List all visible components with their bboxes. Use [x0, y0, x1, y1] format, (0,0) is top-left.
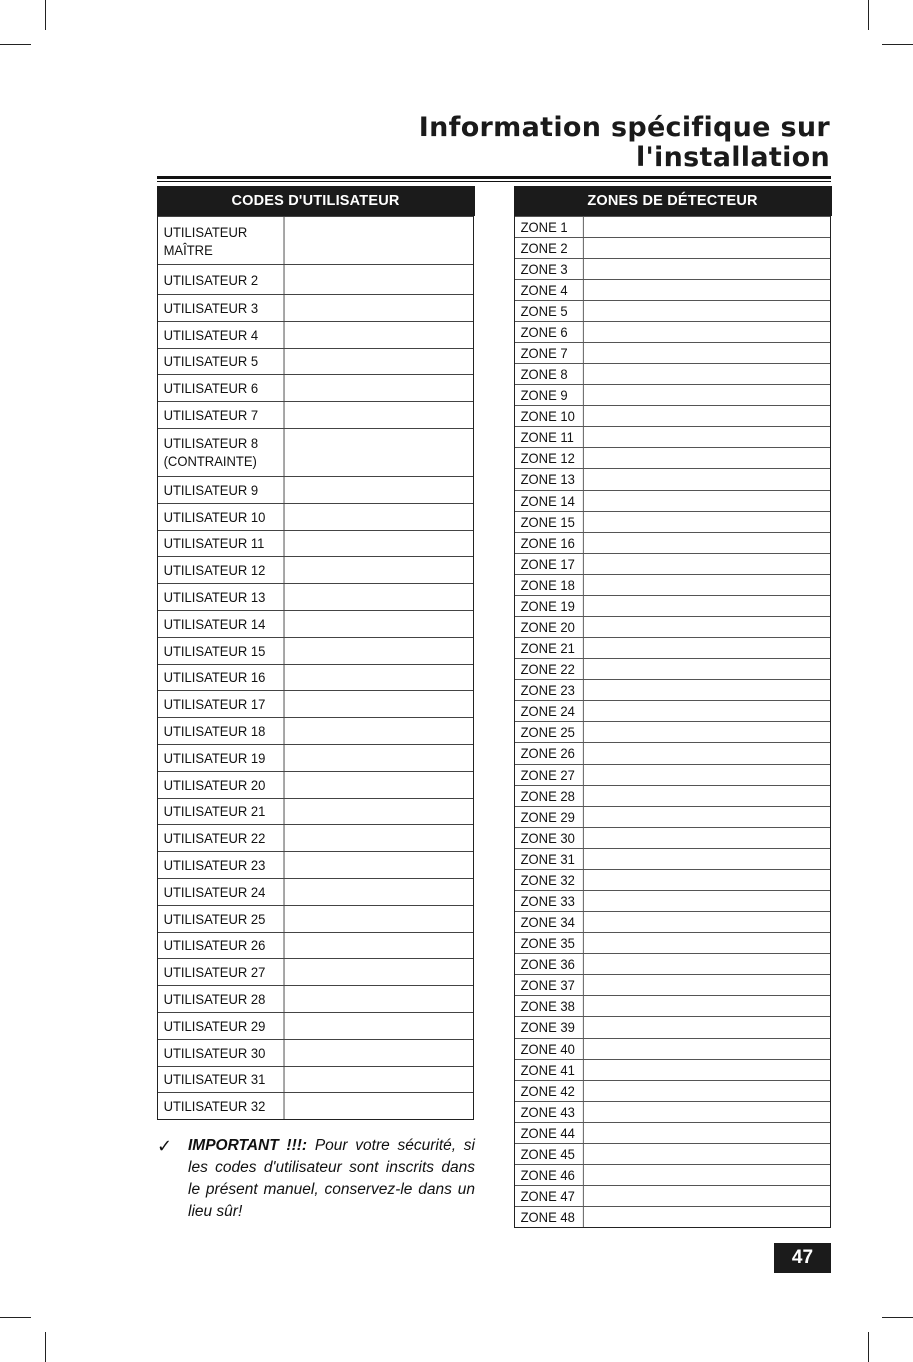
user-code-field[interactable] — [294, 799, 473, 825]
crop-mark — [0, 1317, 31, 1318]
user-code-row — [158, 744, 473, 771]
user-code-row — [158, 905, 473, 932]
page-title-line1: Information spécifique sur — [418, 112, 830, 143]
crop-mark — [882, 1317, 913, 1318]
zone-row — [515, 869, 830, 890]
user-code-field[interactable] — [294, 504, 473, 530]
zone-field[interactable] — [589, 491, 830, 511]
zone-label: ZONE 17 — [515, 554, 584, 574]
zone-label: ZONE 14 — [515, 491, 584, 511]
zone-row — [515, 721, 830, 742]
user-code-label: UTILISATEUR 19 — [158, 745, 284, 771]
user-code-field[interactable] — [294, 906, 473, 932]
zone-field[interactable] — [589, 217, 830, 237]
user-code-field[interactable] — [294, 295, 473, 321]
user-code-label: UTILISATEUR 4 — [158, 322, 284, 348]
zone-label: ZONE 22 — [515, 659, 584, 679]
user-code-row — [158, 637, 473, 664]
zone-row — [515, 1059, 830, 1080]
zone-field[interactable] — [589, 912, 830, 932]
zone-field[interactable] — [589, 659, 830, 679]
zone-field[interactable] — [589, 786, 830, 806]
user-code-field[interactable] — [294, 825, 473, 851]
page-title-line2: l'installation — [635, 142, 830, 173]
user-code-field[interactable] — [294, 933, 473, 959]
user-code-label: UTILISATEUR 16 — [158, 665, 284, 691]
zone-row — [515, 511, 830, 532]
zone-row — [515, 742, 830, 763]
zone-row — [515, 279, 830, 300]
user-code-field[interactable] — [294, 217, 473, 264]
zone-field[interactable] — [589, 512, 830, 532]
user-code-label: UTILISATEUR 3 — [158, 295, 284, 321]
user-code-row — [158, 824, 473, 851]
user-code-label: UTILISATEUR 13 — [158, 584, 284, 610]
user-code-row — [158, 1066, 473, 1093]
user-code-row — [158, 401, 473, 428]
zone-field[interactable] — [589, 469, 830, 489]
user-code-label: UTILISATEUR 5 — [158, 349, 284, 375]
zone-row — [515, 490, 830, 511]
zone-row — [515, 995, 830, 1016]
zone-row — [515, 932, 830, 953]
zone-field[interactable] — [589, 617, 830, 637]
zone-row — [515, 468, 830, 489]
zone-row — [515, 258, 830, 279]
crop-mark — [0, 44, 31, 45]
user-code-label: UTILISATEUR 31 — [158, 1067, 284, 1093]
user-code-row — [158, 771, 473, 798]
zone-field[interactable] — [589, 638, 830, 658]
zone-field[interactable] — [589, 807, 830, 827]
zone-field[interactable] — [589, 1081, 830, 1101]
zone-field[interactable] — [589, 301, 830, 321]
user-code-label: UTILISATEUR 6 — [158, 375, 284, 401]
zone-field[interactable] — [589, 701, 830, 721]
user-code-field[interactable] — [294, 1093, 473, 1119]
zone-field[interactable] — [589, 427, 830, 447]
zone-row — [515, 616, 830, 637]
crop-mark — [882, 44, 913, 45]
crop-mark — [45, 1332, 46, 1362]
zone-label: ZONE 28 — [515, 786, 584, 806]
zone-row — [515, 595, 830, 616]
zone-row — [515, 1101, 830, 1122]
user-code-label: UTILISATEUR 30 — [158, 1040, 284, 1066]
zone-label: ZONE 40 — [515, 1039, 584, 1059]
title-rule — [157, 176, 831, 179]
zone-label: ZONE 24 — [515, 701, 584, 721]
zone-row — [515, 1143, 830, 1164]
user-code-row — [158, 530, 473, 557]
user-code-field[interactable] — [294, 429, 473, 476]
zone-field[interactable] — [589, 364, 830, 384]
zone-row — [515, 785, 830, 806]
user-code-field[interactable] — [294, 265, 473, 294]
zone-row — [515, 679, 830, 700]
zone-label: ZONE 8 — [515, 364, 584, 384]
user-code-field[interactable] — [294, 375, 473, 401]
zone-row — [515, 363, 830, 384]
user-code-field[interactable] — [294, 638, 473, 664]
zone-field[interactable] — [589, 765, 830, 785]
user-code-label: UTILISATEUR 17 — [158, 691, 284, 717]
zone-field[interactable] — [589, 1017, 830, 1037]
zone-field[interactable] — [589, 933, 830, 953]
user-code-label: UTILISATEUR 27 — [158, 959, 284, 985]
zone-row — [515, 384, 830, 405]
user-code-field[interactable] — [294, 986, 473, 1012]
zone-row — [515, 637, 830, 658]
user-code-field[interactable] — [294, 557, 473, 583]
zone-label: ZONE 29 — [515, 807, 584, 827]
zone-label: ZONE 37 — [515, 975, 584, 995]
important-note — [157, 1135, 475, 1223]
zone-field[interactable] — [589, 322, 830, 342]
crop-mark — [45, 0, 46, 30]
zone-label: ZONE 4 — [515, 280, 584, 300]
zone-label: ZONE 5 — [515, 301, 584, 321]
zone-label: ZONE 19 — [515, 596, 584, 616]
zone-row — [515, 553, 830, 574]
zone-label: ZONE 34 — [515, 912, 584, 932]
important-note-body: Pour votre sécurité, si les codes d'utilisateur sont inscrits dans le présent manuel, conservez-le dans un lieu sûr! — [188, 1137, 476, 1220]
zone-row — [515, 1122, 830, 1143]
zone-field[interactable] — [589, 722, 830, 742]
zone-label: ZONE 27 — [515, 765, 584, 785]
user-code-label: UTILISATEUR 18 — [158, 718, 284, 744]
zone-row — [515, 426, 830, 447]
user-code-row — [158, 556, 473, 583]
zone-row — [515, 1164, 830, 1185]
zone-field[interactable] — [589, 1144, 830, 1164]
user-code-label: UTILISATEUR 9 — [158, 477, 284, 503]
zone-label: ZONE 39 — [515, 1017, 584, 1037]
zone-field[interactable] — [589, 743, 830, 763]
user-code-row — [158, 664, 473, 691]
zone-row — [515, 911, 830, 932]
zone-field[interactable] — [589, 1165, 830, 1185]
zone-row — [515, 1206, 830, 1227]
user-code-field[interactable] — [294, 1013, 473, 1039]
user-code-field[interactable] — [294, 611, 473, 637]
user-code-label: UTILISATEUR 15 — [158, 638, 284, 664]
user-codes-header: CODES D'UTILISATEUR — [157, 186, 475, 216]
checkmark-icon: ✓ — [157, 1136, 173, 1156]
zone-field[interactable] — [589, 596, 830, 616]
zone-label: ZONE 10 — [515, 406, 584, 426]
user-code-field[interactable] — [294, 477, 473, 503]
zone-row — [515, 1016, 830, 1037]
zone-row — [515, 658, 830, 679]
user-code-row — [158, 264, 473, 294]
zone-label: ZONE 35 — [515, 933, 584, 953]
zone-field[interactable] — [589, 259, 830, 279]
user-code-row — [158, 374, 473, 401]
zone-row — [515, 700, 830, 721]
zone-field[interactable] — [589, 1060, 830, 1080]
user-code-field[interactable] — [294, 665, 473, 691]
user-code-row — [158, 1012, 473, 1039]
user-code-row — [158, 321, 473, 348]
user-code-row — [158, 294, 473, 321]
user-code-label: UTILISATEUR 32 — [158, 1093, 284, 1119]
zone-row — [515, 532, 830, 553]
zone-field[interactable] — [589, 533, 830, 553]
zone-row — [515, 953, 830, 974]
user-code-label: UTILISATEUR 23 — [158, 852, 284, 878]
zone-row — [515, 237, 830, 258]
zone-field[interactable] — [589, 1102, 830, 1122]
user-code-label: UTILISATEUR 24 — [158, 879, 284, 905]
user-code-field[interactable] — [294, 402, 473, 428]
zone-label: ZONE 43 — [515, 1102, 584, 1122]
zone-label: ZONE 25 — [515, 722, 584, 742]
zone-field[interactable] — [589, 849, 830, 869]
zone-row — [515, 1038, 830, 1059]
zones-table — [514, 186, 831, 1228]
user-code-row — [158, 932, 473, 959]
user-code-field[interactable] — [294, 745, 473, 771]
zone-field[interactable] — [589, 280, 830, 300]
zone-field[interactable] — [589, 975, 830, 995]
zone-field[interactable] — [589, 1039, 830, 1059]
zone-field[interactable] — [589, 554, 830, 574]
zone-row — [515, 216, 830, 237]
zone-row — [515, 827, 830, 848]
zone-row — [515, 806, 830, 827]
zone-label: ZONE 16 — [515, 533, 584, 553]
important-note-lead: IMPORTANT !!!: — [188, 1137, 308, 1154]
zone-row — [515, 890, 830, 911]
zone-label: ZONE 11 — [515, 427, 584, 447]
zone-row — [515, 321, 830, 342]
zone-field[interactable] — [589, 238, 830, 258]
zone-label: ZONE 45 — [515, 1144, 584, 1164]
user-code-field[interactable] — [294, 1040, 473, 1066]
zone-label: ZONE 12 — [515, 448, 584, 468]
user-code-field[interactable] — [294, 718, 473, 744]
zone-field[interactable] — [589, 1123, 830, 1143]
crop-mark — [868, 0, 869, 30]
zone-row — [515, 848, 830, 869]
zone-label: ZONE 47 — [515, 1186, 584, 1206]
zone-field[interactable] — [589, 891, 830, 911]
user-code-field[interactable] — [294, 772, 473, 798]
user-code-label: UTILISATEUR MAÎTRE — [158, 217, 284, 264]
user-code-row — [158, 851, 473, 878]
zone-row — [515, 974, 830, 995]
zone-row — [515, 447, 830, 468]
zone-label: ZONE 46 — [515, 1165, 584, 1185]
user-code-row — [158, 1039, 473, 1066]
user-code-row — [158, 428, 473, 476]
zone-row — [515, 405, 830, 426]
zone-row — [515, 300, 830, 321]
zone-label: ZONE 23 — [515, 680, 584, 700]
zone-label: ZONE 7 — [515, 343, 584, 363]
user-code-field[interactable] — [294, 349, 473, 375]
zone-label: ZONE 42 — [515, 1081, 584, 1101]
zone-label: ZONE 15 — [515, 512, 584, 532]
zone-field[interactable] — [589, 1186, 830, 1206]
zone-label: ZONE 36 — [515, 954, 584, 974]
zone-label: ZONE 48 — [515, 1207, 584, 1227]
title-rule-thin — [157, 181, 831, 182]
user-code-row — [158, 583, 473, 610]
zone-label: ZONE 26 — [515, 743, 584, 763]
user-code-row — [158, 503, 473, 530]
zone-row — [515, 574, 830, 595]
zone-label: ZONE 2 — [515, 238, 584, 258]
user-code-field[interactable] — [294, 852, 473, 878]
user-code-label: UTILISATEUR 21 — [158, 799, 284, 825]
user-code-field[interactable] — [294, 531, 473, 557]
zone-field[interactable] — [589, 385, 830, 405]
zone-row — [515, 342, 830, 363]
page-number: 47 — [774, 1243, 831, 1273]
user-code-row — [158, 1092, 473, 1119]
user-code-label: UTILISATEUR 20 — [158, 772, 284, 798]
user-code-field[interactable] — [294, 879, 473, 905]
zone-field[interactable] — [589, 828, 830, 848]
user-code-label: UTILISATEUR 28 — [158, 986, 284, 1012]
zone-field[interactable] — [589, 343, 830, 363]
zone-label: ZONE 30 — [515, 828, 584, 848]
zone-field[interactable] — [589, 448, 830, 468]
zone-label: ZONE 21 — [515, 638, 584, 658]
zone-label: ZONE 41 — [515, 1060, 584, 1080]
zone-label: ZONE 20 — [515, 617, 584, 637]
user-code-label: UTILISATEUR 2 — [158, 265, 284, 294]
user-code-row — [158, 878, 473, 905]
user-code-field[interactable] — [294, 691, 473, 717]
zone-label: ZONE 18 — [515, 575, 584, 595]
page-title — [270, 113, 830, 173]
user-code-label: UTILISATEUR 10 — [158, 504, 284, 530]
zone-label: ZONE 9 — [515, 385, 584, 405]
zone-label: ZONE 6 — [515, 322, 584, 342]
crop-mark — [868, 1332, 869, 1362]
user-code-row — [158, 985, 473, 1012]
user-code-row — [158, 348, 473, 375]
user-code-row — [158, 476, 473, 503]
zone-label: ZONE 1 — [515, 217, 584, 237]
user-code-row — [158, 717, 473, 744]
zone-field[interactable] — [589, 954, 830, 974]
zone-label: ZONE 33 — [515, 891, 584, 911]
user-codes-table — [157, 186, 474, 1120]
user-code-label: UTILISATEUR 25 — [158, 906, 284, 932]
user-code-label: UTILISATEUR 12 — [158, 557, 284, 583]
zone-field[interactable] — [589, 575, 830, 595]
zone-field[interactable] — [589, 1207, 830, 1227]
zone-row — [515, 1080, 830, 1101]
zone-label: ZONE 3 — [515, 259, 584, 279]
zone-field[interactable] — [589, 406, 830, 426]
user-code-row — [158, 610, 473, 637]
user-code-row — [158, 798, 473, 825]
zone-field[interactable] — [589, 870, 830, 890]
zone-row — [515, 764, 830, 785]
zone-field[interactable] — [589, 996, 830, 1016]
zone-label: ZONE 38 — [515, 996, 584, 1016]
user-code-field[interactable] — [294, 959, 473, 985]
user-code-field[interactable] — [294, 1067, 473, 1093]
user-code-field[interactable] — [294, 322, 473, 348]
user-code-row — [158, 958, 473, 985]
zone-label: ZONE 13 — [515, 469, 584, 489]
user-code-label: UTILISATEUR 14 — [158, 611, 284, 637]
zone-row — [515, 1185, 830, 1206]
user-code-label: UTILISATEUR 29 — [158, 1013, 284, 1039]
user-code-label: UTILISATEUR 22 — [158, 825, 284, 851]
user-code-field[interactable] — [294, 584, 473, 610]
important-note-text — [188, 1135, 475, 1223]
user-code-label: UTILISATEUR 8 (CONTRAINTE) — [158, 429, 284, 476]
zone-label: ZONE 44 — [515, 1123, 584, 1143]
user-code-label: UTILISATEUR 26 — [158, 933, 284, 959]
zones-header: ZONES DE DÉTECTEUR — [514, 186, 832, 216]
user-code-label: UTILISATEUR 7 — [158, 402, 284, 428]
user-code-label: UTILISATEUR 11 — [158, 531, 284, 557]
zone-field[interactable] — [589, 680, 830, 700]
user-code-row — [158, 216, 473, 264]
zone-label: ZONE 32 — [515, 870, 584, 890]
zone-label: ZONE 31 — [515, 849, 584, 869]
user-code-row — [158, 690, 473, 717]
